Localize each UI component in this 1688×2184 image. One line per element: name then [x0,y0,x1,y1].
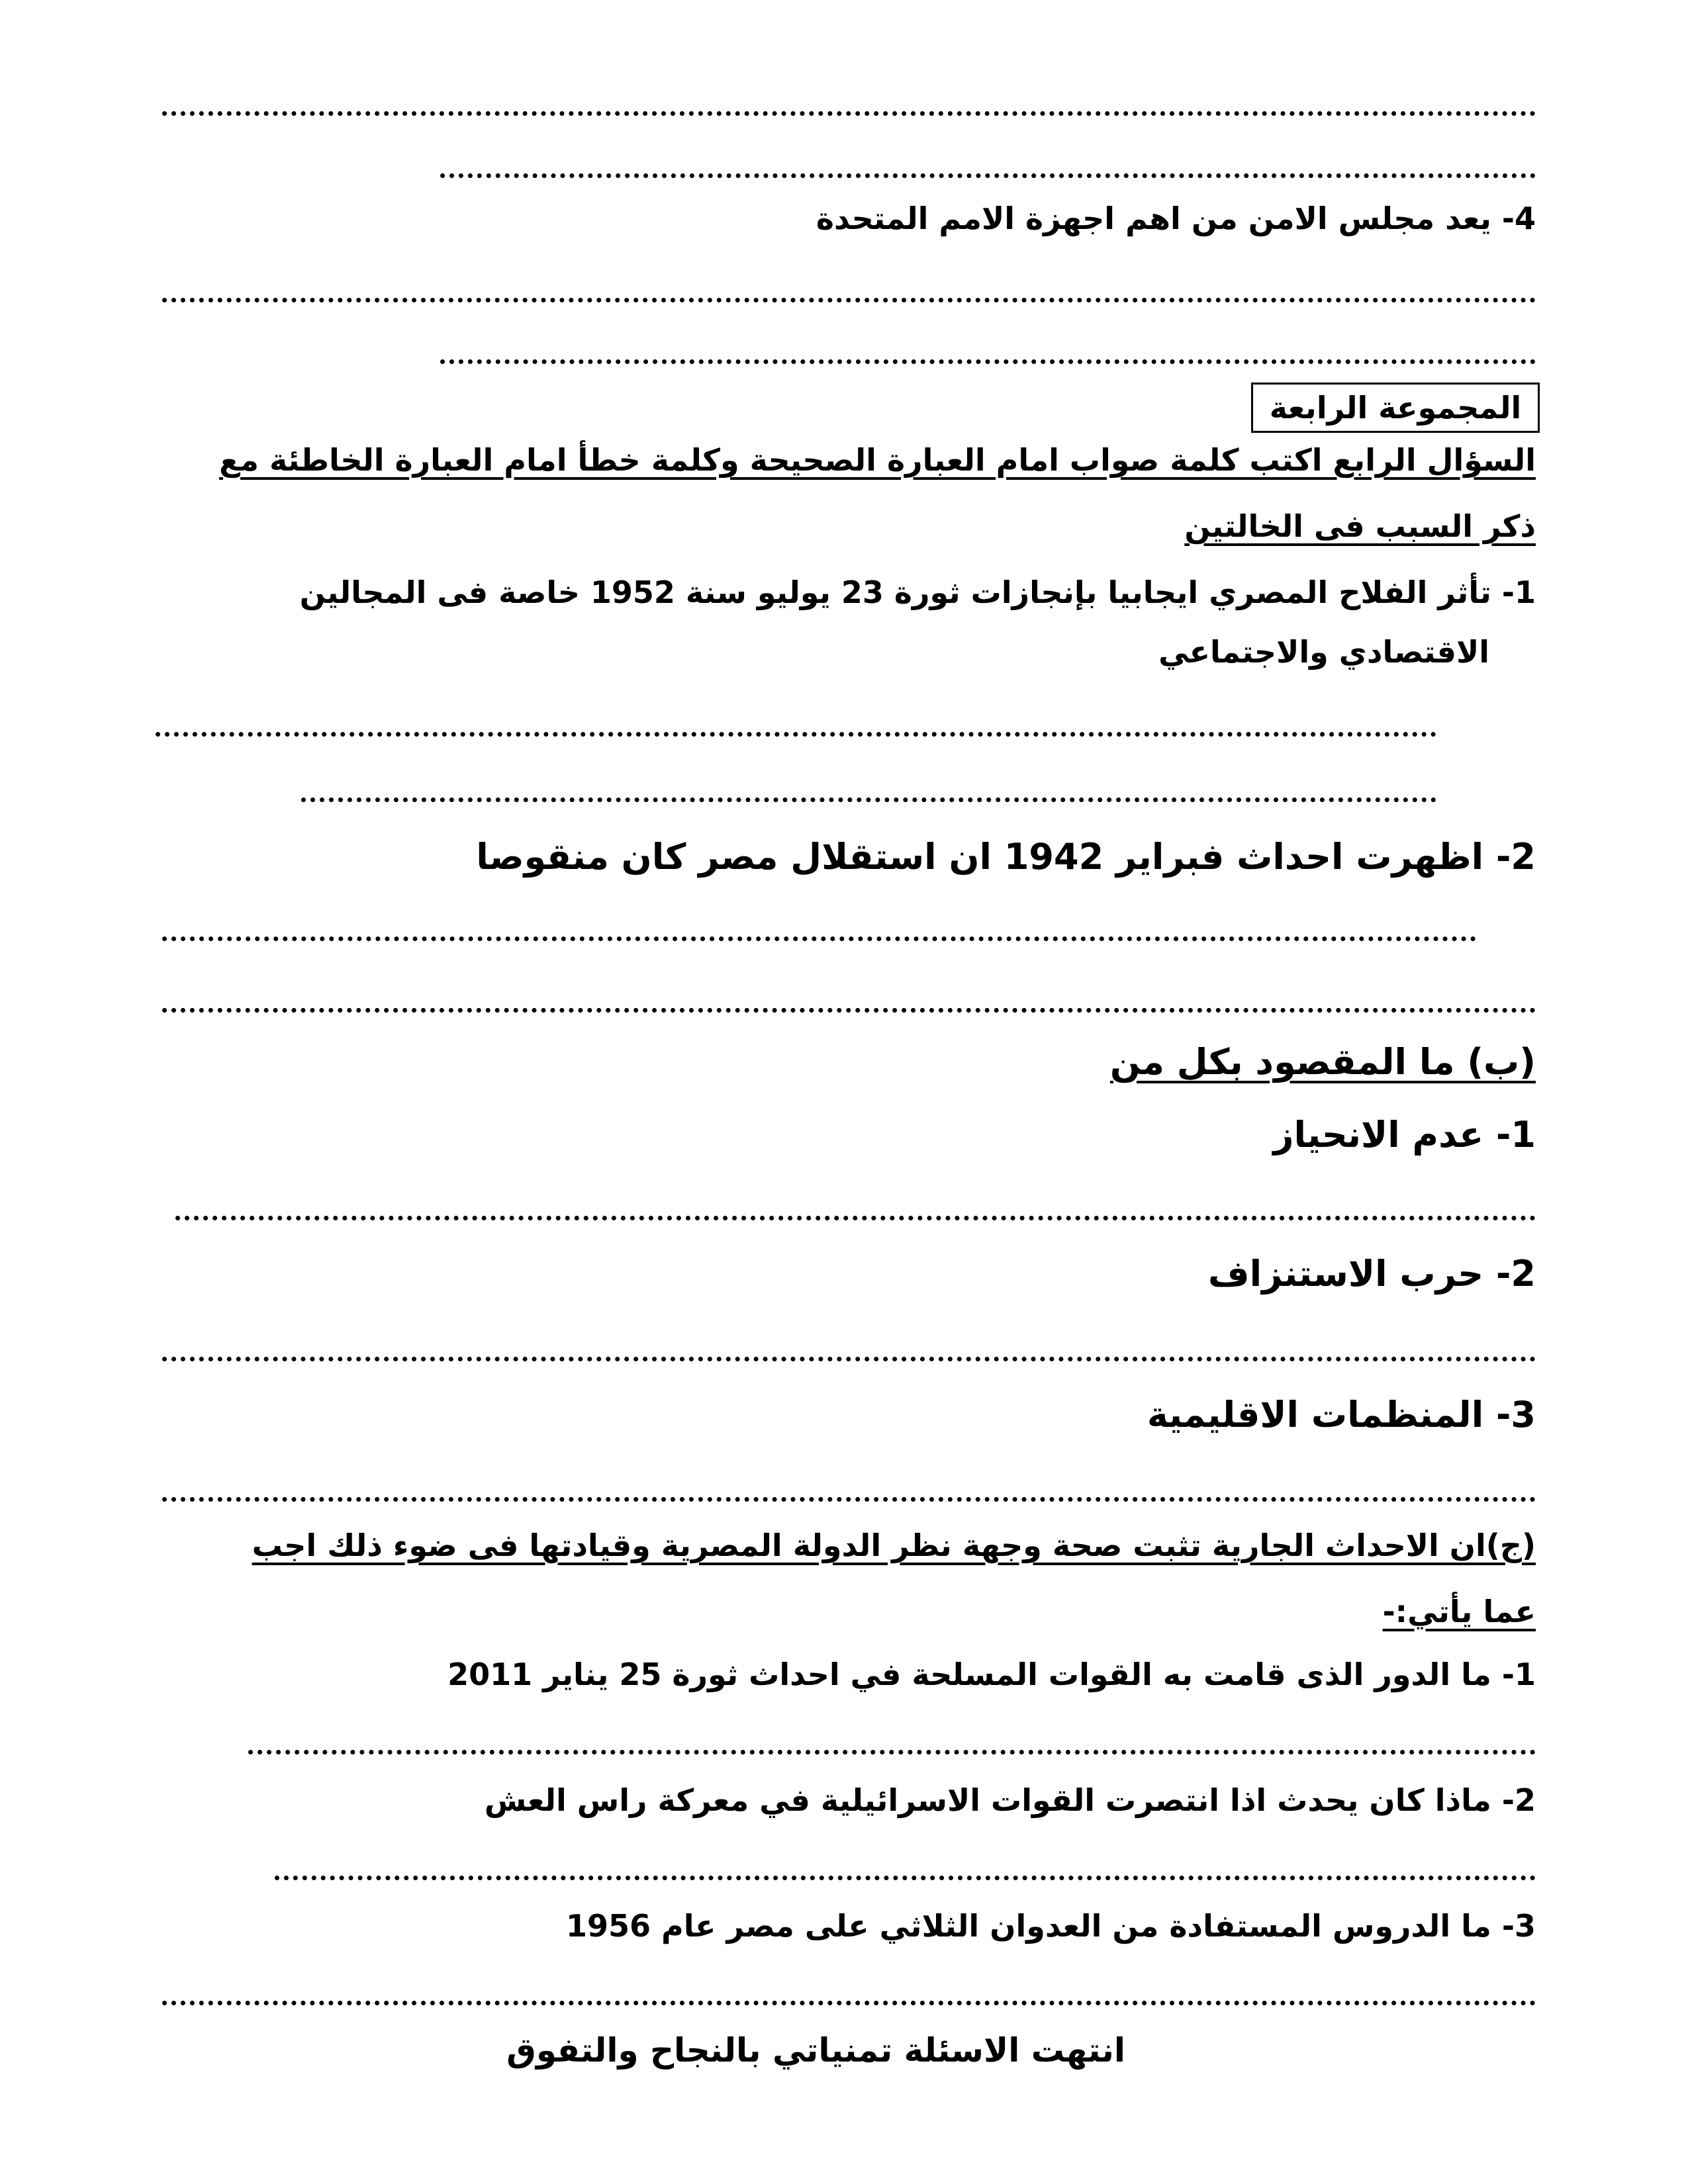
part-b-item-1: 1- عدم الانحياز [1273,1114,1536,1156]
group-label-box: المجموعة الرابعة [1251,383,1540,433]
answer-line [162,2001,1536,2005]
part-b-item-2: 2- حرب الاستنزاف [1207,1253,1536,1295]
answer-line [156,732,1436,737]
group4-question-1-line1: 1- تأثر الفلاح المصري ايجابيا بإنجازات ثورة 23 يوليو سنة 1952 خاصة فى المجالين [299,574,1536,610]
group4-instruction-line2: ذكر السبب فى الخالتين [1184,508,1536,544]
part-c-item-2: 2- ماذا كان يحدث اذا انتصرت القوات الاسرائيلية في معركة راس العش [484,1782,1536,1818]
answer-line [175,1216,1536,1220]
group4-question-2: 2- اظهرت احداث فبراير 1942 ان استقلال مصر كان منقوصا [476,836,1536,878]
group4-question-1-line2: الاقتصادي والاجتماعي [1158,634,1489,670]
answer-line [162,1497,1536,1502]
part-c-heading-line2: عما يأتي:- [1382,1594,1536,1629]
part-c-item-3: 3- ما الدروس المستفادة من العدوان الثلاثي على مصر عام 1956 [565,1908,1536,1944]
answer-line [440,359,1536,364]
answer-line [248,1750,1536,1754]
part-c-heading-line1: (ج)ان الاحداث الجارية تثبت صحة وجهة نظر الدولة المصرية وقيادتها فى ضوء ذلك اجب [252,1527,1536,1563]
answer-line [301,797,1436,802]
answer-line [162,936,1476,941]
part-b-heading: (ب) ما المقصود بكل من [1109,1041,1536,1083]
answer-line [440,173,1536,178]
answer-line [162,298,1536,302]
closing-remark: انتهت الاسئلة تمنياتي بالنجاح والتفوق [506,2031,1125,2070]
answer-line [275,1876,1536,1880]
question-4: 4- يعد مجلس الامن من اهم اجهزة الامم المتحدة [816,201,1536,236]
answer-line [162,1008,1536,1013]
part-c-item-1: 1- ما الدور الذى قامت به القوات المسلحة في احداث ثورة 25 يناير 2011 [447,1657,1536,1692]
part-b-item-3: 3- المنظمات الاقليمية [1147,1394,1536,1435]
answer-line [162,111,1536,116]
answer-line [162,1357,1536,1361]
group4-instruction-line1: السؤال الرابع اكتب كلمة صواب امام العبارة الصحيحة وكلمة خطأ امام العبارة الخاطئة مع [219,442,1536,478]
